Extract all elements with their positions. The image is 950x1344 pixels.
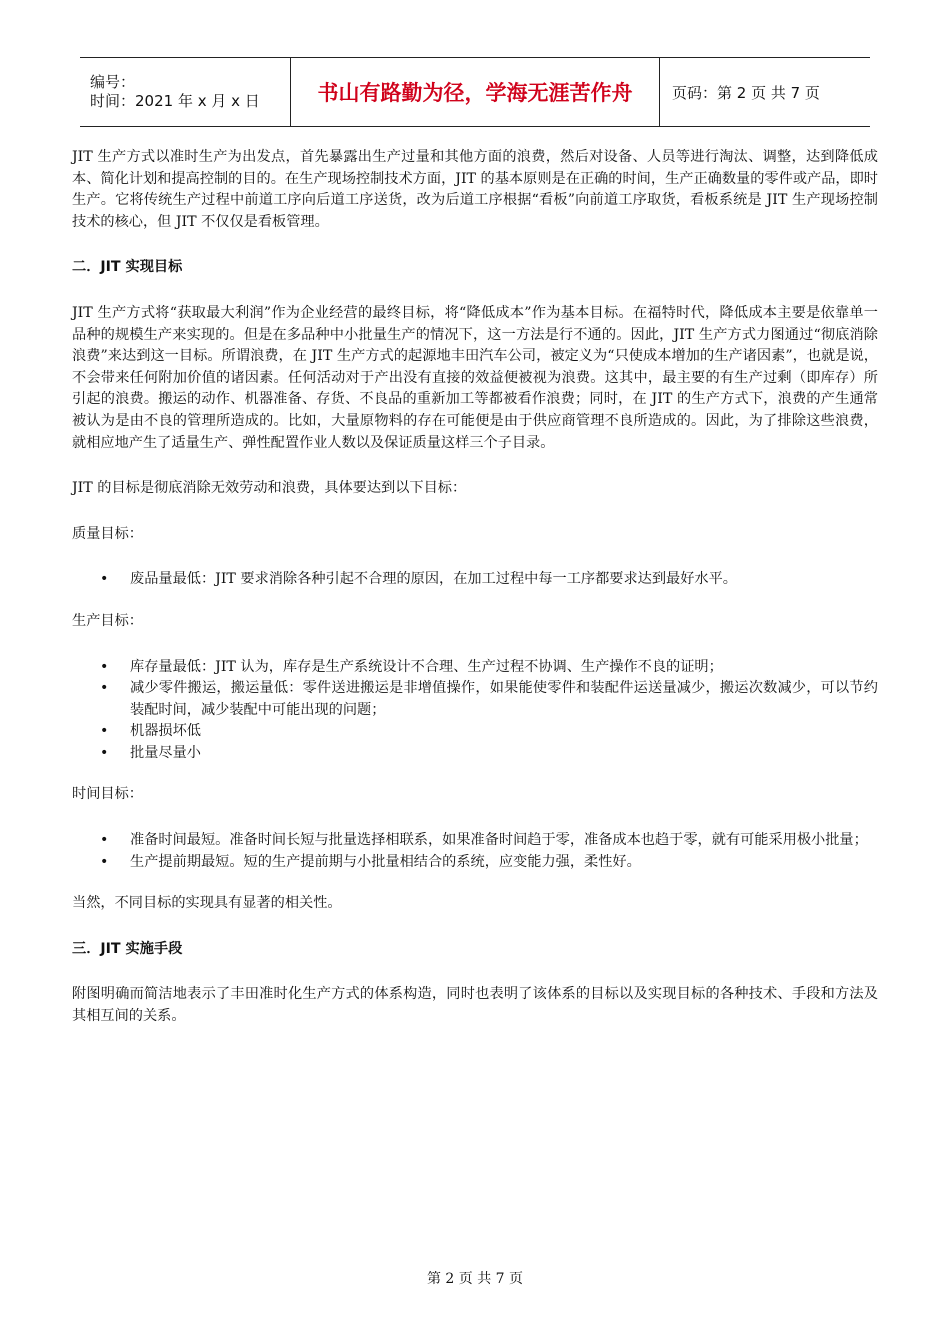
time-goals-label: 时间目标：: [72, 786, 143, 803]
section-3-paragraph: 附图明确而简洁地表示了丰田准时化生产方式的体系构造，同时也表明了该体系的目标以及实现目标的各种技术、手段和方法及其相互间的关系。: [72, 986, 878, 1025]
header-page-info: [660, 58, 870, 126]
intro-paragraph: JIT 生产方式以准时生产为出发点，首先暴露出生产过量和其他方面的浪费，然后对设备、人员等进行淘汰、调整，达到降低成本、简化计划和提高控制的目的。在生产现场控制技术方面，JIT 的基本原则是在正确的时间，生产正确数量的零件或产品，即时生产。它将传统生产过程中前道工序向后道工序送货，改为后道工序根据“看板”向前道工序取货，看板系统是 JIT 生产现场控制技术的核心，但 JIT 不仅仅是看板管理。: [72, 149, 878, 230]
list-item: • 批量尽量小: [130, 743, 878, 765]
quality-goals-label: 质量目标：: [72, 525, 143, 542]
production-goals-list: [72, 657, 878, 765]
page-footer: [0, 1268, 950, 1288]
section-2-heading: 二．JIT 实现目标: [72, 259, 183, 276]
motto-text: 书山有路勤为径，学海无涯苦作舟: [317, 81, 633, 105]
document-body: [72, 147, 878, 1052]
list-item: • 废品量最低：JIT 要求消除各种引起不合理的原因，在加工过程中每一工序都要求达到最好水平。: [130, 569, 878, 591]
list-item: • 库存量最低：JIT 认为，库存是生产系统设计不合理、生产过程不协调、生产操作不良的证明；: [130, 657, 878, 679]
section-3-heading: 三．JIT 实施手段: [72, 940, 183, 957]
document-date: 时间：2021 年 x 月 x 日: [90, 92, 260, 110]
time-goals-list: [72, 830, 878, 873]
quality-goals-list: [72, 569, 878, 591]
header-meta: [80, 58, 290, 126]
document-number-label: 编号：: [90, 73, 136, 91]
list-item: • 机器损坏低: [130, 721, 878, 743]
list-item: • 生产提前期最短。短的生产提前期与小批量相结合的系统，应变能力强，柔性好。: [130, 852, 878, 874]
page-header: [80, 57, 870, 127]
header-motto: [290, 58, 660, 126]
list-item: • 准备时间最短。准备时间长短与批量选择相联系，如果准备时间趋于零，准备成本也趋于零，就有可能采用极小批量；: [130, 830, 878, 852]
closing-paragraph: 当然，不同目标的实现具有显著的相关性。: [72, 895, 342, 912]
section-2-paragraph-2: JIT 的目标是彻底消除无效劳动和浪费，具体要达到以下目标：: [72, 480, 467, 497]
section-2-paragraph-1: JIT 生产方式将“获取最大利润”作为企业经营的最终目标，将“降低成本”作为基本目标。在福特时代，降低成本主要是依靠单一品种的规模生产来实现的。但是在多品种中小批量生产的情况下，这一方法是行不通的。因此，JIT 生产方式力图通过“彻底消除浪费”来达到这一目标。所谓浪费，在 JIT 生产方式的起源地丰田汽车公司，被定义为“只使成本增加的生产诸因素”，也就是说，不会带来任何附加价值的诸因素。任何活动对于产出没有直接的效益便被视为浪费。这其中，最主要的有生产过剩（即库存）所引起的浪费。搬运的动作、机器准备、存货、不良品的重新加工等都被看作浪费；同时，在 JIT 的生产方式下，浪费的产生通常被认为是由不良的管理所造成的。比如，大量原物料的存在可能便是由于供应商管理不良所造成的。因此，为了排除这些浪费，就相应地产生了适量生产、弹性配置作业人数以及保证质量这样三个子目录。: [72, 304, 878, 451]
production-goals-label: 生产目标：: [72, 612, 143, 629]
page-number-label: 页码：第 2 页 共 7 页: [672, 83, 820, 102]
list-item: • 减少零件搬运，搬运量低：零件送进搬运是非增值操作，如果能使零件和装配件运送量减少，搬运次数减少，可以节约装配时间，减少装配中可能出现的问题；: [130, 678, 878, 721]
footer-page-number: 第 2 页 共 7 页: [426, 1271, 524, 1287]
